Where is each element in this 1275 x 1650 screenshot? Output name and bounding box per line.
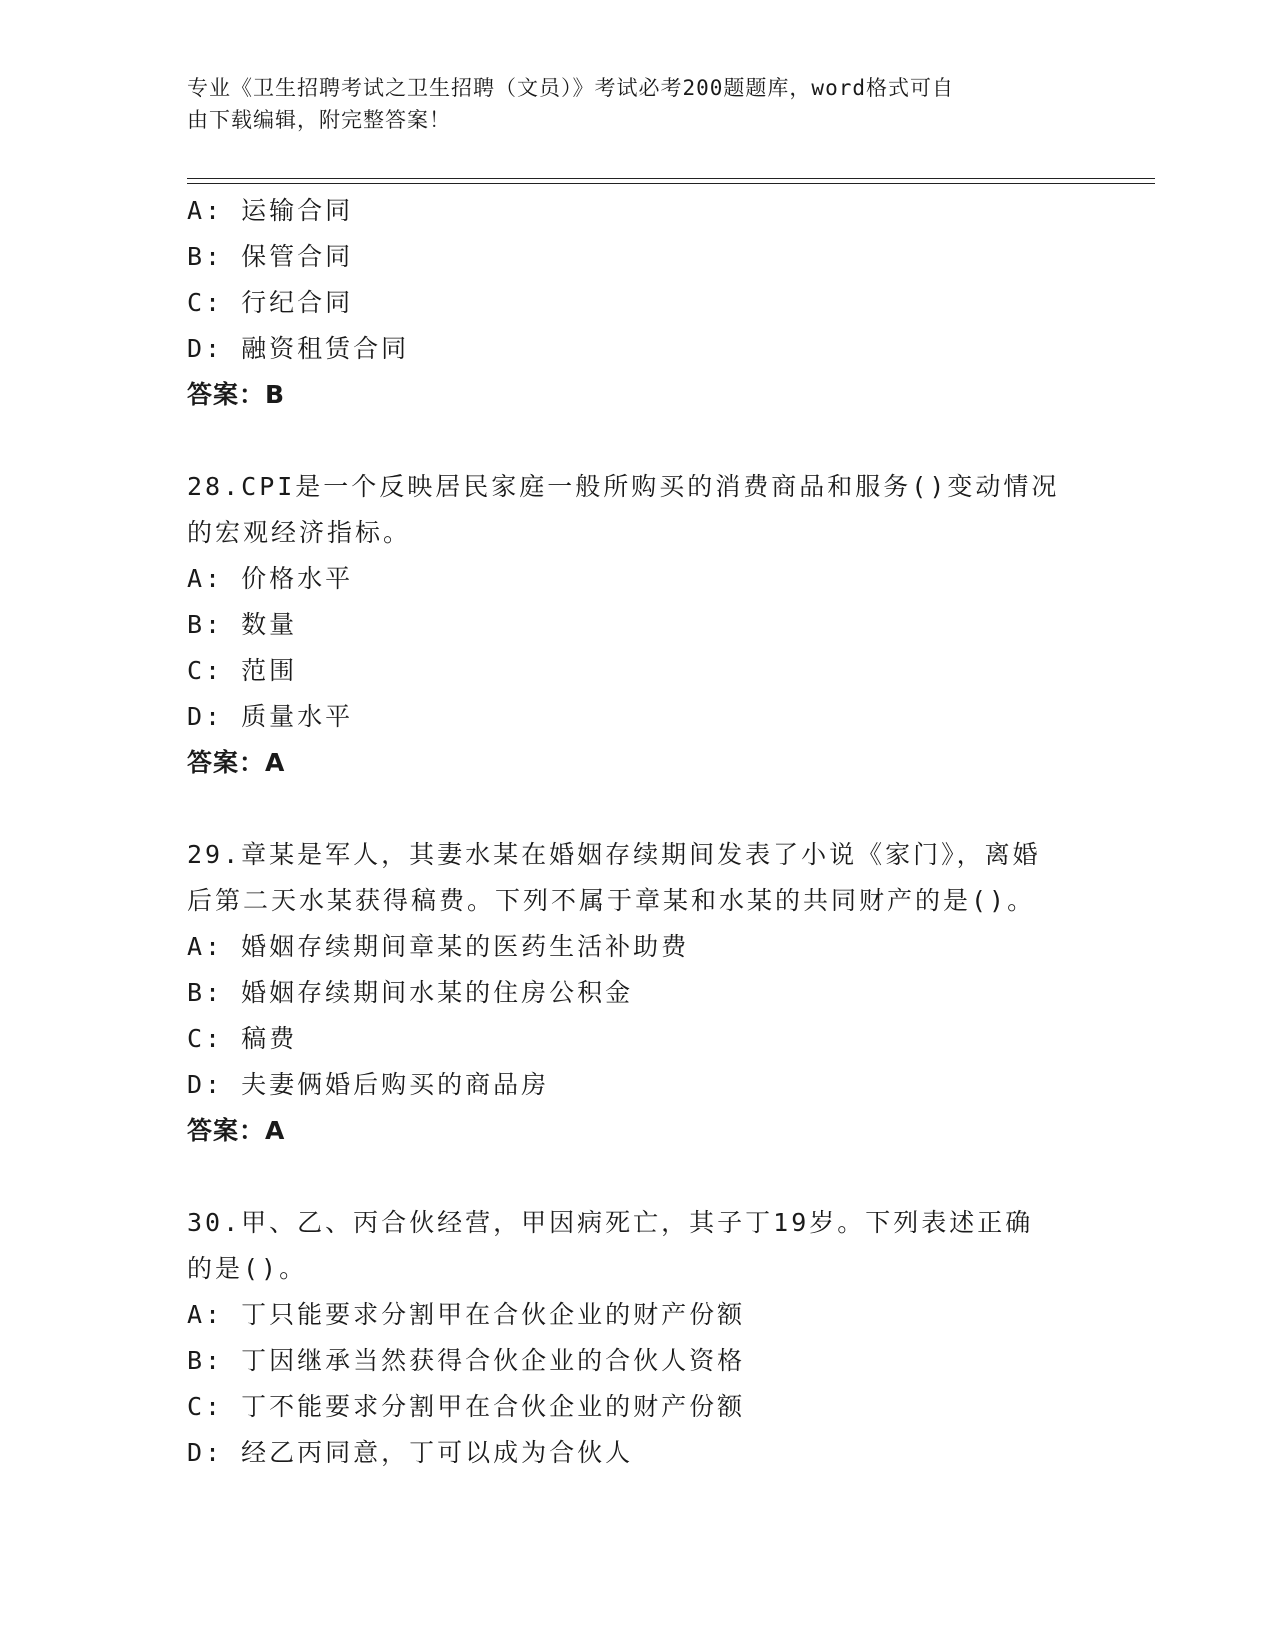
header-divider-bottom bbox=[187, 183, 1155, 184]
option-b: B: 保管合同 bbox=[187, 242, 354, 271]
option-d: D: 融资租赁合同 bbox=[187, 334, 410, 363]
answer-line: 答案：A bbox=[187, 748, 286, 777]
option-d: D: 经乙丙同意，丁可以成为合伙人 bbox=[187, 1438, 634, 1467]
option-c: C: 范围 bbox=[187, 656, 298, 685]
question-stem-line-1: 30.甲、乙、丙合伙经营，甲因病死亡，其子丁19岁。下列表述正确 bbox=[187, 1208, 1034, 1237]
header-divider-top bbox=[187, 178, 1155, 179]
option-d: D: 夫妻俩婚后购买的商品房 bbox=[187, 1070, 550, 1099]
question-spacer bbox=[187, 418, 1087, 464]
option-c: C: 丁不能要求分割甲在合伙企业的财产份额 bbox=[187, 1392, 746, 1421]
question-stem-line-2: 的宏观经济指标。 bbox=[187, 518, 412, 547]
option-c: C: 稿费 bbox=[187, 1024, 298, 1053]
question-stem-line-2: 后第二天水某获得稿费。下列不属于章某和水某的共同财产的是()。 bbox=[187, 886, 1036, 915]
question-stem-line-1: 28.CPI是一个反映居民家庭一般所购买的消费商品和服务()变动情况 bbox=[187, 472, 1060, 501]
question-29 bbox=[187, 832, 1087, 1154]
answer-line: 答案：A bbox=[187, 1116, 286, 1145]
question-list bbox=[187, 188, 1087, 1476]
question-stem-line-2: 的是()。 bbox=[187, 1254, 308, 1283]
option-c: C: 行纪合同 bbox=[187, 288, 354, 317]
option-d: D: 质量水平 bbox=[187, 702, 354, 731]
option-a: A: 价格水平 bbox=[187, 564, 354, 593]
option-b: B: 数量 bbox=[187, 610, 298, 639]
question-28 bbox=[187, 464, 1087, 786]
question-27-continued bbox=[187, 188, 1087, 418]
document-header bbox=[187, 72, 1067, 136]
header-line-2: 由下载编辑，附完整答案！ bbox=[187, 108, 451, 132]
option-a: A: 运输合同 bbox=[187, 196, 354, 225]
option-a: A: 婚姻存续期间章某的医药生活补助费 bbox=[187, 932, 690, 961]
header-line-1: 专业《卫生招聘考试之卫生招聘（文员）》考试必考200题题库，word格式可自 bbox=[187, 76, 954, 100]
question-spacer bbox=[187, 1154, 1087, 1200]
option-b: B: 婚姻存续期间水某的住房公积金 bbox=[187, 978, 634, 1007]
option-b: B: 丁因继承当然获得合伙企业的合伙人资格 bbox=[187, 1346, 746, 1375]
option-a: A: 丁只能要求分割甲在合伙企业的财产份额 bbox=[187, 1300, 746, 1329]
answer-line: 答案：B bbox=[187, 380, 286, 409]
question-stem-line-1: 29.章某是军人，其妻水某在婚姻存续期间发表了小说《家门》，离婚 bbox=[187, 840, 1041, 869]
question-spacer bbox=[187, 786, 1087, 832]
question-30 bbox=[187, 1200, 1087, 1476]
